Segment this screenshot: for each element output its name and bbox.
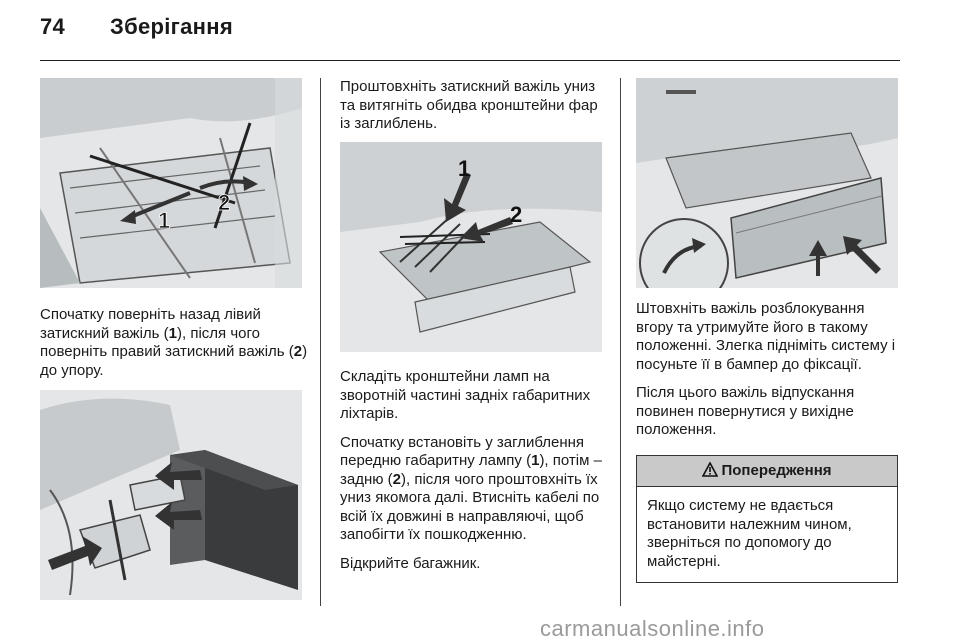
warning-triangle-icon	[702, 458, 718, 488]
figure-label-1: 1	[158, 208, 171, 233]
watermark: carmanualsonline.info	[540, 616, 765, 641]
paragraph: Після цього важіль відпускання повинен повернутися у вихідне положення.	[636, 384, 855, 438]
warning-text: Якщо систему не вдається встановити належним чином, зверніться по допомогу до майстерні.	[647, 497, 852, 570]
figure-bracket-detail	[40, 390, 302, 600]
page-header	[40, 14, 233, 40]
figure-lamp-brackets	[340, 142, 602, 352]
column-1-text	[40, 306, 308, 390]
warning-title: Попередження	[721, 462, 832, 479]
warning-header	[637, 456, 897, 487]
paragraph: Відкрийте багажник.	[340, 554, 481, 572]
figure-label-1: 1	[458, 156, 471, 181]
section-title: Зберігання	[110, 14, 233, 39]
figure-label-2: 2	[510, 202, 523, 227]
header-rule	[40, 60, 900, 61]
page-number: 74	[40, 14, 66, 39]
figure-label-2: 2	[218, 190, 231, 215]
paragraph: Спочатку встановіть у заглиблення передню габаритну лампу (1), потім – задню (2), після чого проштовхніть їх униз якомога далі. Втисніть кабелі по всій їх довжині в направляючі, щоб запобігти їх пошкодженню.	[340, 433, 602, 543]
paragraph: Складіть кронштейни ламп на зворотній частині задніх габаритних ліхтарів.	[340, 368, 591, 422]
figure-bumper-insert	[636, 78, 898, 288]
figure-lever-release	[40, 78, 302, 288]
column-3-text	[636, 300, 904, 450]
column-2-text-top	[340, 78, 608, 144]
column-2-text-bottom	[340, 368, 612, 583]
paragraph: Проштовхніть затискний важіль униз та витягніть обидва кронштейни фар із заглиблень.	[340, 78, 598, 132]
column-divider-1	[320, 78, 321, 606]
warning-box	[636, 455, 898, 583]
paragraph: Штовхніть важіль розблокування вгору та утримуйте його в такому положенні. Злегка підніміть систему і посуньте її в бампер до фіксації.	[636, 300, 896, 373]
paragraph: Спочатку поверніть назад лівий затискний важіль (1), після чого поверніть правий затискний важіль (2) до упору.	[40, 306, 308, 379]
column-divider-2	[620, 78, 621, 606]
